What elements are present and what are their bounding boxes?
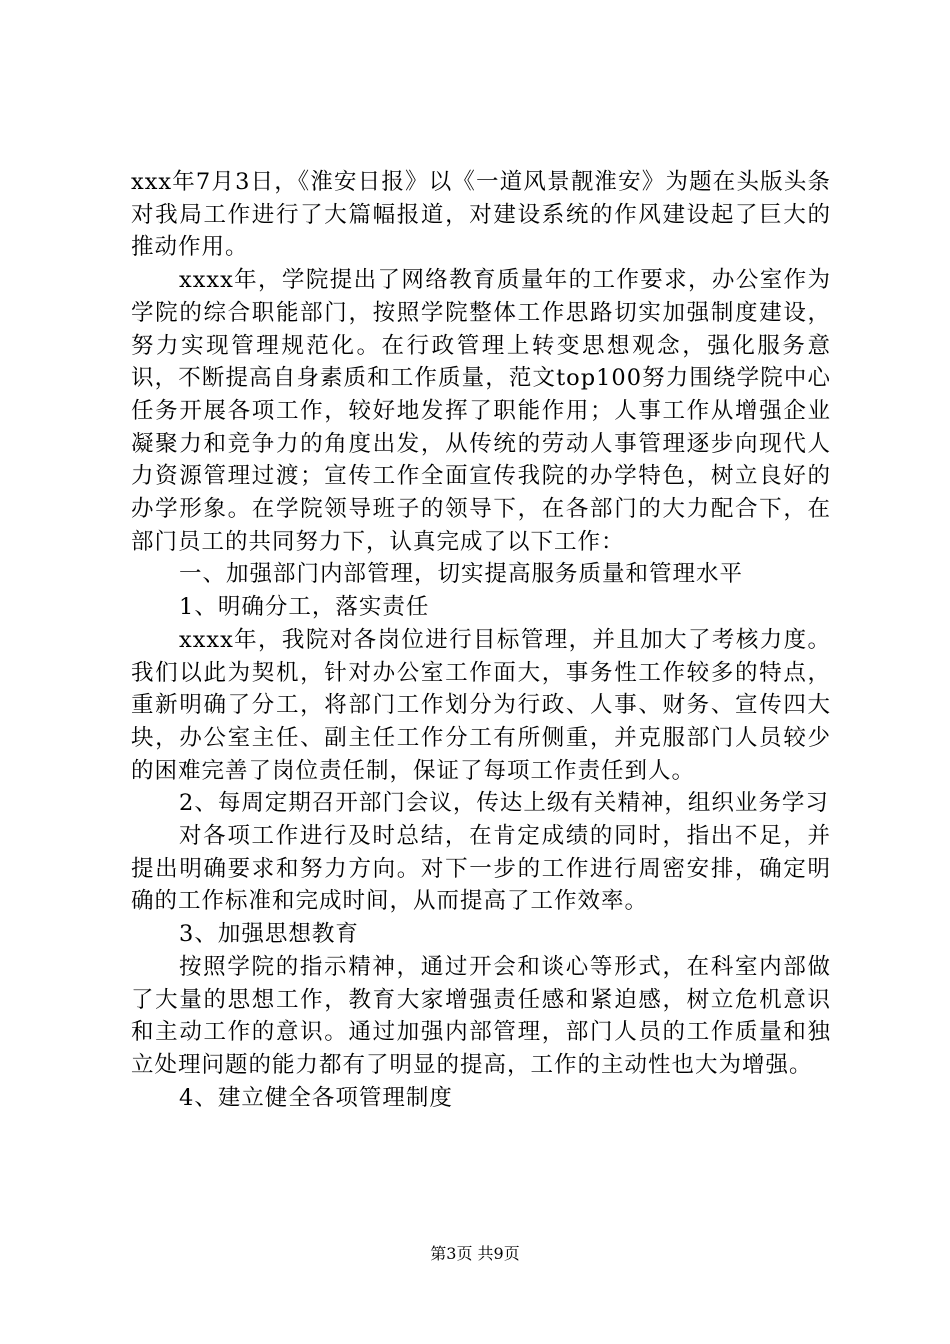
paragraph-2: xxxx年，学院提出了网络教育质量年的工作要求，办公室作为学院的综合职能部门，按照学院整体工作思路切实加强制度建设，努力实现管理规范化。在行政管理上转变思想观念，强化服务意识，不断提高自身素质和工作质量，范文top100努力围绕学院中心任务开展各项工作，较好地发挥了职能作用；人事工作从增强企业凝聚力和竞争力的角度出发，从传统的劳动人事管理逐步向现代人力资源管理过渡；宣传工作全面宣传我院的办学特色，树立良好的办学形象。在学院领导班子的领导下，在各部门的大力配合下，在部门员工的共同努力下，认真完成了以下工作： [131,267,831,555]
subsection-heading-2: 2、每周定期召开部门会议，传达上级有关精神，组织业务学习 [179,790,829,817]
paragraph-4: 对各项工作进行及时总结，在肯定成绩的同时，指出不足，并提出明确要求和努力方向。对下一步的工作进行周密安排，确定明确的工作标准和完成时间，从而提高了工作效率。 [131,823,831,915]
paragraph-3: xxxx年，我院对各岗位进行目标管理，并且加大了考核力度。我们以此为契机，针对办公室工作面大，事务性工作较多的特点，重新明确了分工，将部门工作划分为行政、人事、财务、宣传四大块，办公室主任、副主任工作分工有所侧重，并克服部门人员较少的困难完善了岗位责任制，保证了每项工作责任到人。 [131,626,831,784]
page-number-label: 第3页 共9页 [430,1244,520,1263]
subsection-heading-3: 3、加强思想教育 [179,921,359,948]
paragraph-1: xxx年7月3日，《淮安日报》以《一道风景靓淮安》为题在头版头条对我局工作进行了大篇幅报道，对建设系统的作风建设起了巨大的推动作用。 [131,169,831,261]
subsection-heading-1: 1、明确分工，落实责任 [179,594,430,621]
page-footer [0,1244,950,1264]
paragraph-5: 按照学院的指示精神，通过开会和谈心等形式，在科室内部做了大量的思想工作，教育大家增强责任感和紧迫感，树立危机意识和主动工作的意识。通过加强内部管理，部门人员的工作质量和独立处理问题的能力都有了明显的提高，工作的主动性也大为增强。 [131,953,831,1078]
subsection-heading-4: 4、建立健全各项管理制度 [179,1084,453,1111]
document-body [131,166,831,1114]
section-heading-1: 一、加强部门内部管理，切实提高服务质量和管理水平 [179,561,744,588]
